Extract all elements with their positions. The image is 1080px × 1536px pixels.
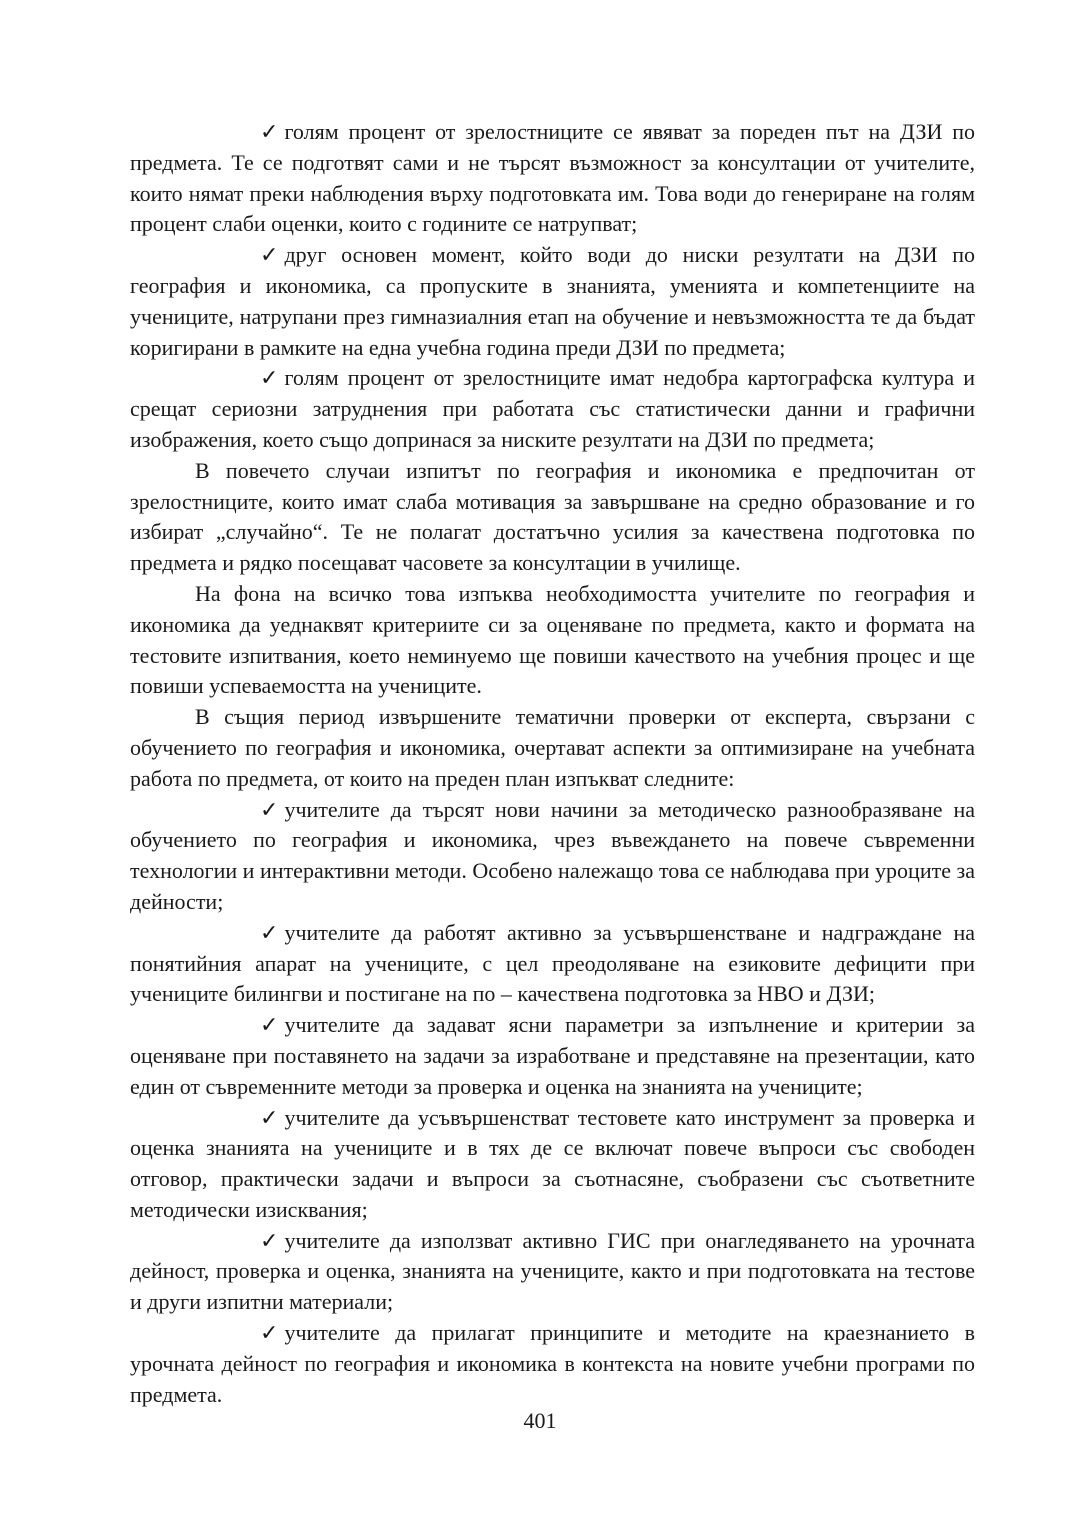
paragraph-11 xyxy=(130,1226,975,1318)
paragraph-text: учителите да усъвършенстват тестовете като инструмент за проверка и оценка знанията на учениците и в тях де се включат повече въпроси със свободен отговор, практически задачи и въпроси за съотнасяне, съобразени със съответните методически изисквания; xyxy=(130,1104,975,1222)
paragraph-6 xyxy=(130,702,975,794)
page-number: 401 xyxy=(523,1408,557,1433)
paragraph-1 xyxy=(130,117,975,240)
paragraph-text: друг основен момент, който води до ниски резултати на ДЗИ по география и икономика, са пропуските в знанията, уменията и компетенциите на учениците, натрупани през гимназиалния етап на обучение и невъзможността те да бъдат коригирани в рамките на една учебна година преди ДЗИ по предмета; xyxy=(130,242,975,360)
paragraph-text: учителите да работят активно за усъвършенстване и надграждане на понятийния апарат на учениците, с цел преодоляване на езиковите дефицити при учениците билингви и постигане на по – качествена подготовка за НВО и ДЗИ; xyxy=(130,919,975,1007)
checkmark-icon: ✓ xyxy=(260,1227,279,1253)
paragraph-text: голям процент от зрелостниците имат недобра картографска култура и срещат сериозни затруднения при работата със статистически данни и графични изображения, което също допринася за ниските резултати на ДЗИ по предмета; xyxy=(130,365,975,452)
checkmark-icon: ✓ xyxy=(260,919,279,945)
paragraph-2 xyxy=(130,240,975,363)
paragraph-4 xyxy=(130,456,975,579)
paragraph-text: учителите да търсят нови начини за методическо разнообразяване на обучението по география и икономика, чрез въвеждането на повече съвременни технологии и интерактивни методи. Особено належащо това се наблюдава при уроците за дейности; xyxy=(130,796,975,914)
paragraph-text: В повечето случаи изпитът по география и икономика е предпочитан от зрелостниците, които имат слаба мотивация за завършване на средно образование и го избират „случайно“. Те не полагат достатъчно усилия за качествена подготовка по предмета и рядко посещават часовете за консултации в училище. xyxy=(130,457,975,576)
paragraph-7 xyxy=(130,795,975,918)
paragraph-text: учителите да прилагат принципите и методите на краезнанието в урочната дейност по география и икономика в контекста на новите учебни програми по предмета. xyxy=(130,1320,975,1407)
page-body xyxy=(130,117,975,1410)
checkmark-icon: ✓ xyxy=(260,796,279,822)
paragraph-12 xyxy=(130,1318,975,1410)
paragraph-text: голям процент от зрелостниците се явяват за пореден път на ДЗИ по предмета. Те се подготвят сами и не търсят възможност за консултации от учителите, които нямат преки наблюдения върху подготовката им. Това води до генериране на голям процент слаби оценки, които с годините се натрупват; xyxy=(130,119,975,237)
paragraph-text: В същия период извършените тематични проверки от експерта, свързани с обучението по география и икономика, очертават аспекти за оптимизиране на учебната работа по предмета, от които на преден план изпъкват следните: xyxy=(130,704,975,791)
checkmark-icon: ✓ xyxy=(260,1104,279,1130)
paragraph-5 xyxy=(130,579,975,702)
paragraph-9 xyxy=(130,1010,975,1102)
paragraph-10 xyxy=(130,1103,975,1226)
paragraph-text: учителите да използват активно ГИС при онагледяването на урочната дейност, проверка и оценка, знанията на учениците, както и при подготовката на тестове и други изпитни материали; xyxy=(130,1227,975,1315)
checkmark-icon: ✓ xyxy=(260,1320,279,1346)
checkmark-icon: ✓ xyxy=(260,365,279,391)
checkmark-icon: ✓ xyxy=(260,1012,279,1038)
paragraph-8 xyxy=(130,918,975,1010)
paragraph-text: На фона на всичко това изпъква необходимостта учителите по география и икономика да уеднаквят критериите си за оценяване по предмета, както и формата на тестовите изпитвания, което неминуемо ще повиши качеството на учебния процес и ще повиши успеваемостта на учениците. xyxy=(130,580,975,699)
checkmark-icon: ✓ xyxy=(260,242,279,268)
checkmark-icon: ✓ xyxy=(260,119,279,144)
paragraph-3 xyxy=(130,363,975,455)
paragraph-text: учителите да задават ясни параметри за изпълнение и критерии за оценяване при поставянето на задачи за изработване и представяне на презентации, като един от съвременните методи за проверка и оценка на знанията на учениците; xyxy=(130,1012,975,1099)
